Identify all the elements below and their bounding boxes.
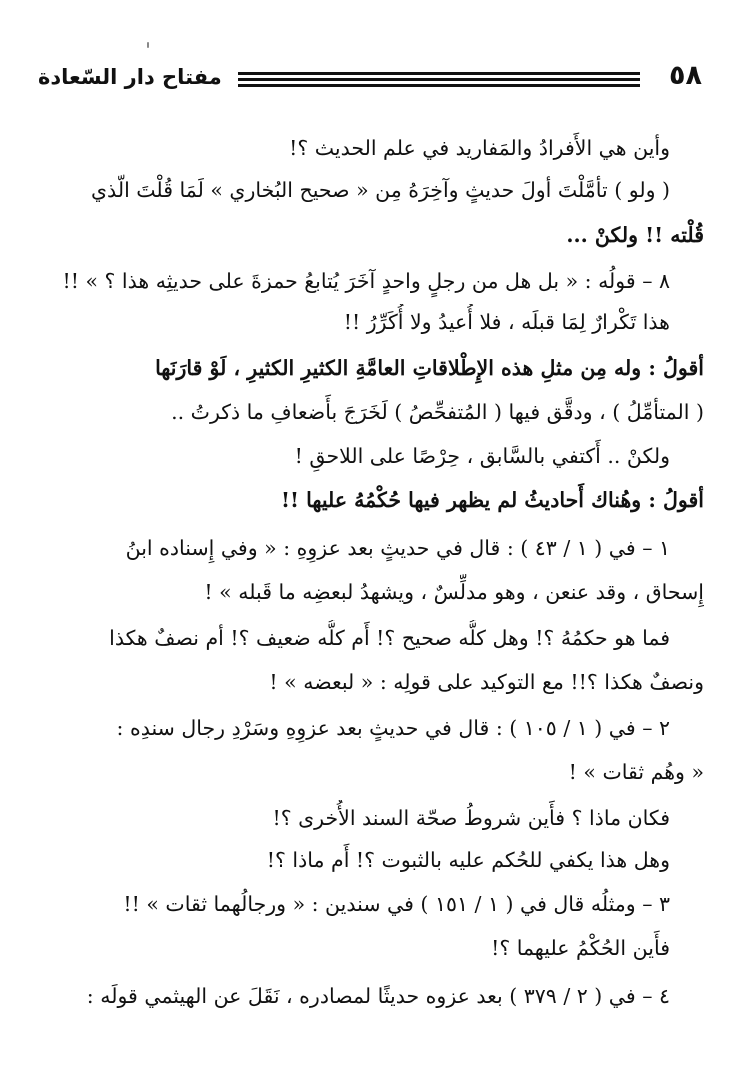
- text-line: ٣ – ومثلُه قال في ( ١ / ١٥١ ) في سندين : « ورجالُهما ثقات » !!: [123, 892, 670, 916]
- scan-speck: [147, 42, 149, 48]
- text-line: [50, 217, 704, 253]
- text-line: إِسحاق ، وقد عنعن ، وهو مدلِّسٌ ، ويشهدُ لبعضِه ما قَبله » !: [204, 580, 704, 604]
- text-line: « وهُم ثقات » !: [568, 760, 704, 784]
- text-line: ( ولو ) تأمَّلْتَ أولَ حديثٍ وآخِرَهُ مِن « صحيح البُخاري » لَمَا قُلْتَ الّذي: [91, 178, 670, 202]
- text-line-content: قُلْته !! ولكنْ ...: [566, 223, 704, 247]
- text-line: ٢ – في ( ١ / ١٠٥ ) : قال في حديثٍ بعد عزوِهِ وسَرْدِ رجال سندِه :: [116, 716, 670, 740]
- text-line: ونصفٌ هكذا ؟!! مع التوكيد على قولِه : « لبعضه » !: [269, 670, 704, 694]
- text-line: هذا تَكْرارٌ لِمَا قبلَه ، فلا أُعيدُ ولا أُكَرِّرُ !!: [343, 310, 670, 334]
- text-line: ولكنْ .. أَكتفي بالسَّابق ، حِرْصًا على اللاحقِ !: [294, 444, 670, 468]
- text-line: فأَين الحُكْمُ عليهما ؟!: [491, 936, 670, 960]
- text-line: أقولُ : وله مِن مثلِ هذه الإِطْلاقاتِ العامَّةِ الكثيرِ الكثيرِ ، لَوْ قارَنَها: [155, 356, 704, 380]
- header-rule: [238, 72, 640, 87]
- text-line: ٤ – في ( ٢ / ٣٧٩ ) بعد عزوه حديثًا لمصادره ، نَقَلَ عن الهيثمي قولَه :: [86, 984, 670, 1008]
- text-line: ٨ – قولُه : « بل هل من رجلٍ واحدٍ آخَرَ يُتابعُ حمزةَ على حديثِه هذا ؟ » !!: [62, 269, 670, 293]
- text-line: فكان ماذا ؟ فأَين شروطُ صحّة السند الأُخرى ؟!: [272, 806, 670, 830]
- text-line: وأين هي الأَفرادُ والمَفاريد في علم الحديث ؟!: [289, 136, 670, 160]
- page-number: ٥٨: [669, 60, 702, 91]
- text-line: وهل هذا يكفي للحُكم عليه بالثبوت ؟! أَم ماذا ؟!: [266, 848, 670, 872]
- text-line: ١ – في ( ١ / ٤٣ ) : قال في حديثٍ بعد عزوِهِ : « وفي إِسناده ابنُ: [125, 536, 670, 560]
- running-header: [38, 56, 702, 100]
- book-title: مفتاح دار السّعادة: [38, 65, 222, 89]
- text-line: أقولُ : وهُناك أَحاديثُ لم يظهر فيها حُكْمُهُ عليها !!: [281, 488, 704, 512]
- text-line: ( المتأمِّلُ ) ، ودقَّق فيها ( المُتفحِّصُ ) لَخَرَجَ بأَضعافِ ما ذكرتُ ..: [171, 400, 704, 424]
- text-line: فما هو حكمُهُ ؟! وهل كلُّه صحيح ؟! أَم كلُّه ضعيف ؟! أم نصفٌ هكذا: [109, 626, 670, 650]
